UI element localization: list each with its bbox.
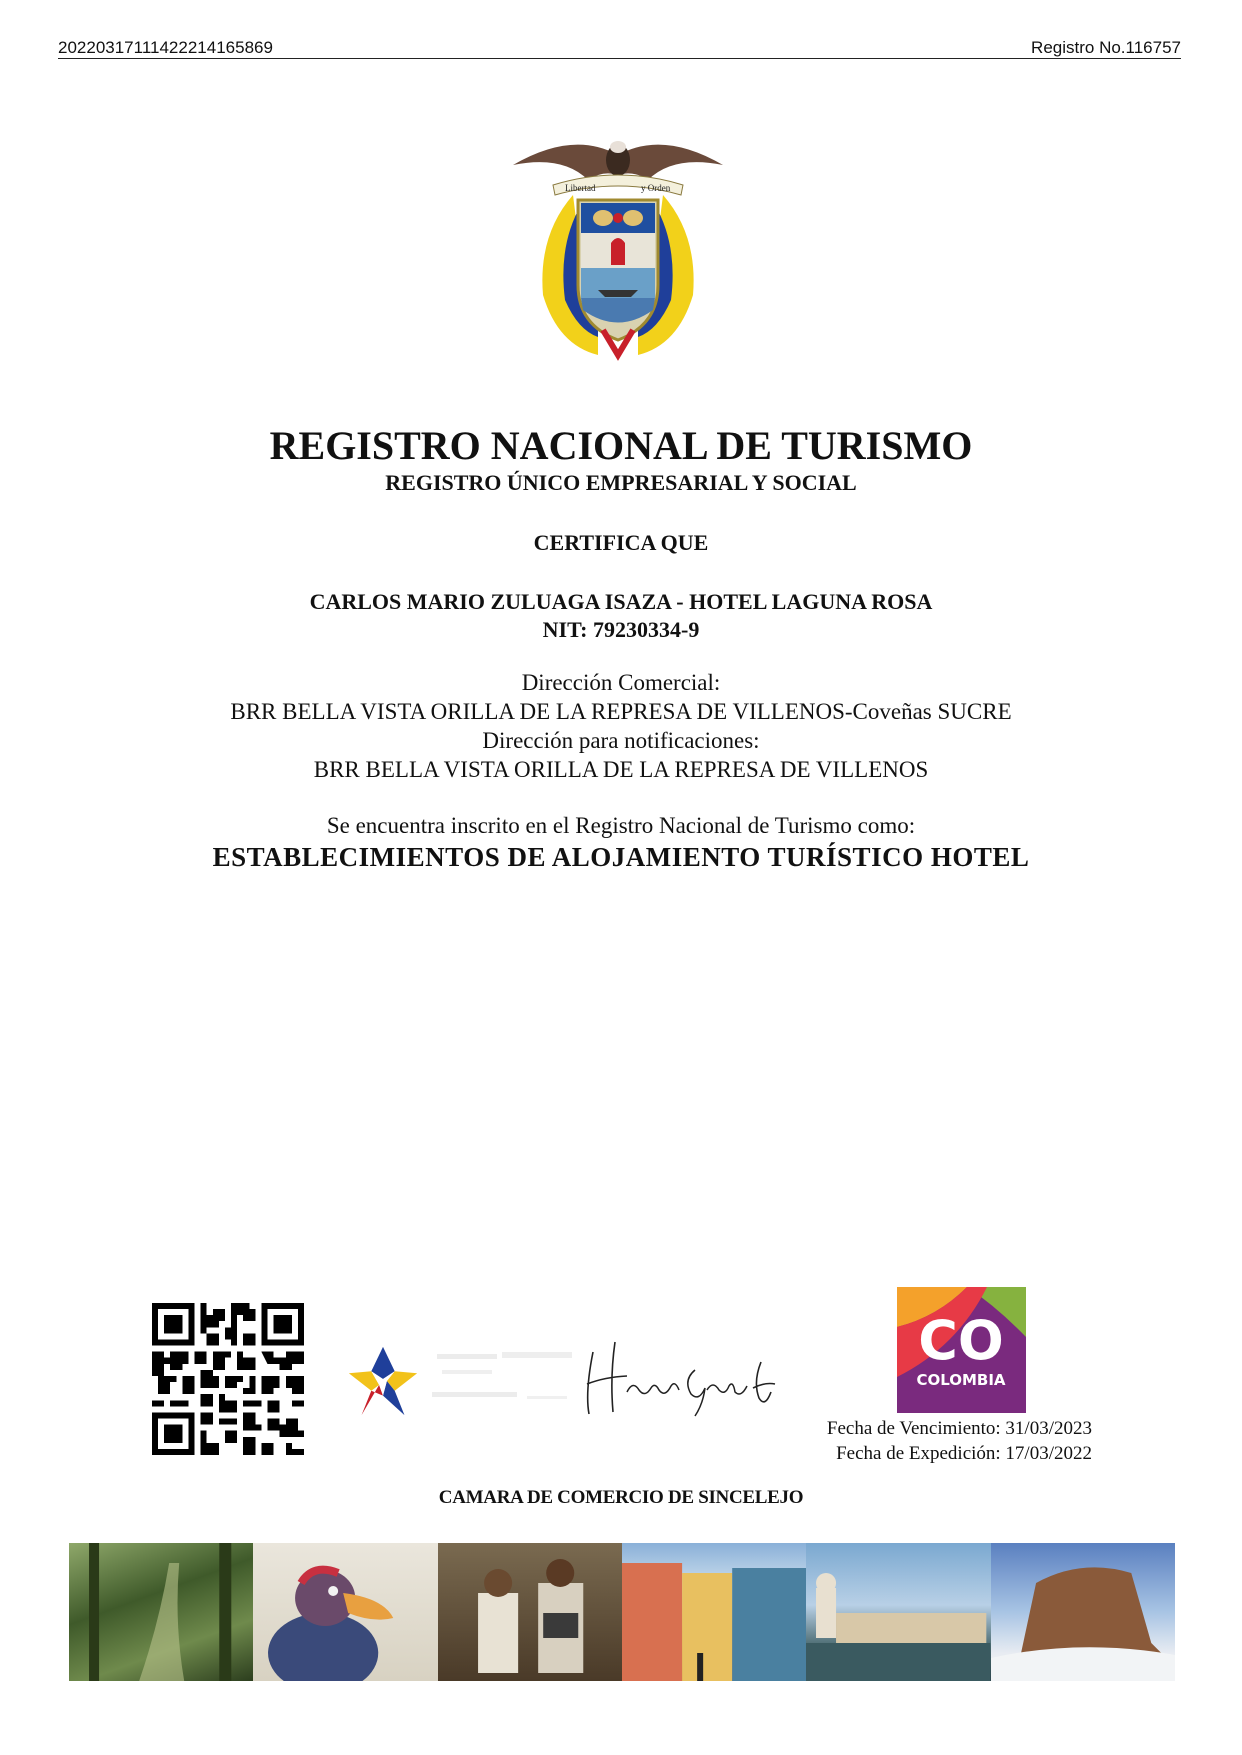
photo-strip [69, 1543, 1175, 1681]
photo-musicians [438, 1543, 622, 1681]
commercial-address-value: BRR BELLA VISTA ORILLA DE LA REPRESA DE VILLENOS-Coveñas SUCRE [230, 699, 1012, 724]
holder-name: CARLOS MARIO ZULUAGA ISAZA - HOTEL LAGUNA ROSA [309, 589, 933, 614]
crest-motto-left: Libertad [565, 183, 596, 193]
expiry-date: Fecha de Vencimiento: 31/03/2023 [826, 1418, 1092, 1439]
registration-intro: Se encuentra inscrito en el Registro Nacional de Turismo como: [326, 813, 916, 838]
colombia-brand-logo [897, 1287, 1026, 1413]
holder-nit: NIT: 79230334-9 [542, 617, 700, 642]
logo-colombia-text: COLOMBIA [916, 1371, 1006, 1389]
photo-forest [69, 1543, 253, 1681]
registro-number: Registro No.116757 [1031, 38, 1181, 57]
crest-motto-right: y Orden [641, 183, 671, 193]
photo-colonial-street [622, 1543, 806, 1681]
qr-code [152, 1303, 304, 1455]
issuing-chamber: CAMARA DE COMERCIO DE SINCELEJO [438, 1487, 804, 1508]
faded-watermark [432, 1340, 582, 1412]
photo-king-vulture [253, 1543, 437, 1681]
page-header [58, 38, 1181, 59]
colombia-coat-of-arms [503, 125, 733, 370]
photo-rock-mountain [991, 1543, 1175, 1681]
tourism-star-logo [344, 1342, 422, 1420]
page-title: REGISTRO NACIONAL DE TURISMO [269, 423, 973, 468]
signature [575, 1332, 780, 1424]
document-number: 20220317111422214165869 [58, 38, 273, 57]
notification-address-label: Dirección para notificaciones: [482, 728, 760, 753]
logo-co-text: CO [918, 1309, 1004, 1372]
notification-address-value: BRR BELLA VISTA ORILLA DE LA REPRESA DE VILLENOS [313, 757, 929, 782]
commercial-address-label: Dirección Comercial: [521, 670, 721, 695]
registration-category: ESTABLECIMIENTOS DE ALOJAMIENTO TURÍSTICO HOTEL [212, 842, 1030, 872]
certifica-heading: CERTIFICA QUE [533, 530, 709, 555]
page-subtitle: REGISTRO ÚNICO EMPRESARIAL Y SOCIAL [385, 470, 857, 495]
photo-harbor-church [806, 1543, 990, 1681]
issue-date: Fecha de Expedición: 17/03/2022 [836, 1443, 1092, 1464]
